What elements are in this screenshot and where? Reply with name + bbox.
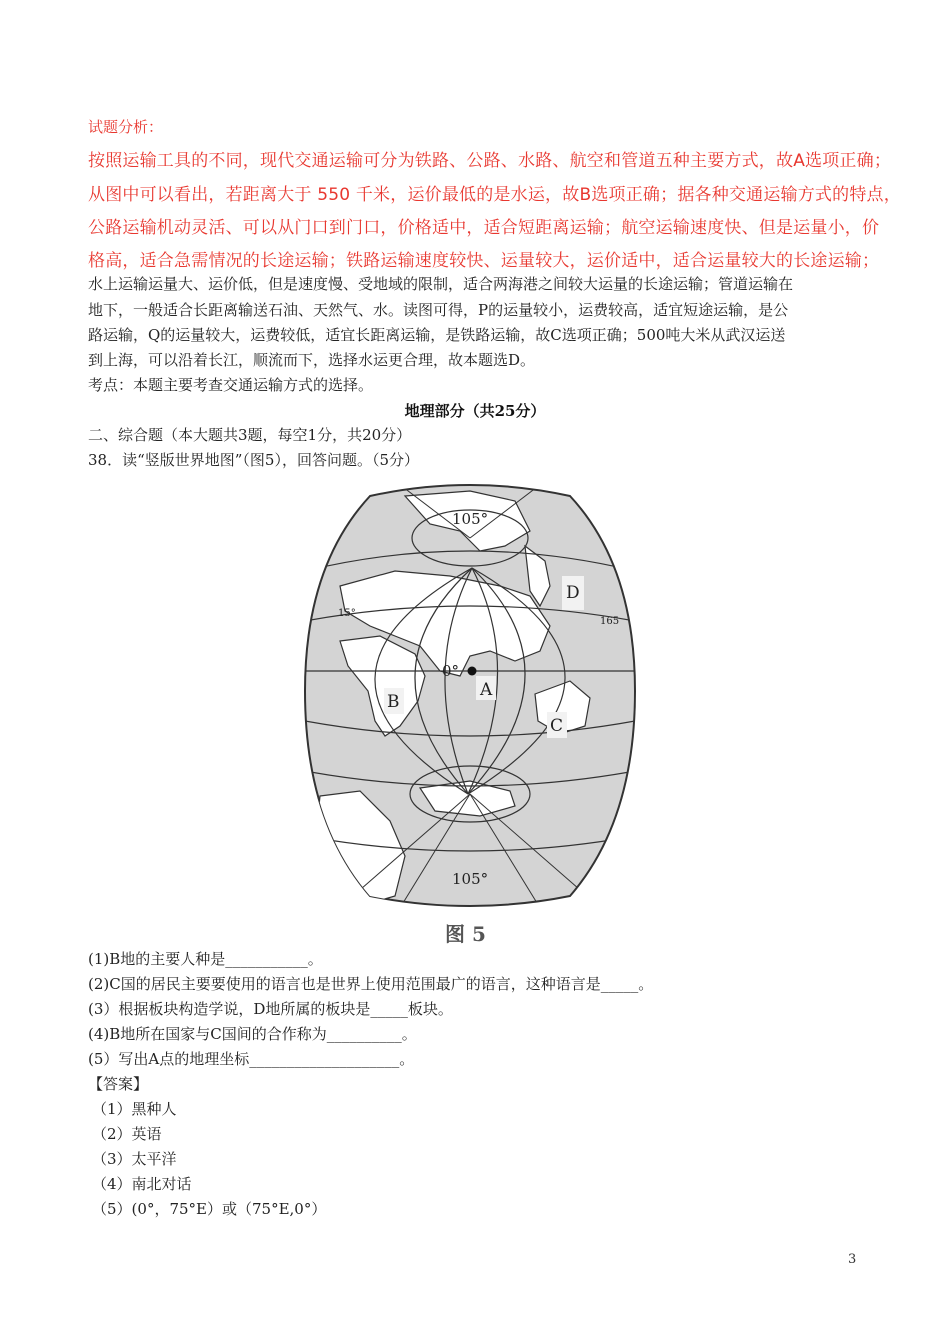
- analysis-black-line-4: 到上海，可以沿着长江，顺流而下，选择水运更合理，故本题选D。: [88, 351, 536, 369]
- map-label-a: A: [480, 680, 493, 700]
- analysis-title: 试题分析：: [88, 118, 164, 136]
- answer-1: （1）黑种人: [92, 1100, 177, 1118]
- answer-3: （3）太平洋: [92, 1150, 177, 1168]
- map-label-c: C: [550, 716, 564, 736]
- answer-heading: 【答案】: [88, 1075, 149, 1093]
- map-label-15-degree: 15°: [338, 608, 356, 619]
- analysis-red-line-3: 公路运输机动灵活、可以从门口到门口，价格适中，适合短距离运输；航空运输速度快、但是运量小，价: [88, 218, 880, 238]
- analysis-black-line-2: 地下，一般适合长距离输送石油、天然气、水。读图可得，P的运量较小，运费较高，适宜短途运输，是公: [88, 301, 789, 319]
- world-map-svg: [300, 476, 640, 916]
- question-38: 38．读“竖版世界地图”（图5），回答问题。（5分）: [88, 451, 420, 469]
- answer-5: （5）(0°，75°E）或（75°E,0°）: [92, 1200, 327, 1218]
- figure-caption: 图 5: [445, 922, 486, 946]
- answer-2: （2）英语: [92, 1125, 162, 1143]
- analysis-black-line-1: 水上运输运量大、运价低，但是速度慢、受地域的限制，适合两海港之间较大运量的长途运输；管道运输在: [88, 275, 794, 293]
- map-label-105-bottom: 105°: [452, 870, 489, 888]
- answer-4: （4）南北对话: [92, 1175, 192, 1193]
- map-label-165: 165: [600, 616, 620, 627]
- analysis-black-line-3: 路运输，Q的运量较大，运费较低，适宜长距离运输，是铁路运输，故C选项正确；500吨大米从武汉运送: [88, 326, 786, 344]
- analysis-red-line-4: 格高，适合急需情况的长途运输；铁路运输速度较快、运量较大，运价适中，适合运量较大的长途运输；: [88, 251, 880, 271]
- analysis-red-line-2: 从图中可以看出，若距离大于 550 千米，运价最低的是水运，故B选项正确；据各种交通运输方式的特点，: [88, 185, 901, 205]
- map-label-d: D: [566, 583, 580, 603]
- world-map-figure: [300, 476, 640, 916]
- map-label-105-top: 105°: [452, 510, 489, 528]
- sub-question-4: (4)B地所在国家与C国间的合作称为__________。: [88, 1025, 417, 1043]
- page-number: 3: [848, 1252, 857, 1267]
- kaodian-line: 考点：本题主要考查交通运输方式的选择。: [88, 376, 374, 394]
- analysis-red-line-1: 按照运输工具的不同，现代交通运输可分为铁路、公路、水路、航空和管道五种主要方式，故A选项正确；: [88, 151, 892, 171]
- sub-question-5: (5）写出A点的地理坐标____________________。: [88, 1050, 415, 1068]
- section-title: 地理部分（共25分）: [404, 402, 546, 420]
- sub-question-2: (2)C国的居民主要要使用的语言也是世界上使用范围最广的语言，这种语言是_____。: [88, 975, 654, 993]
- point-a-marker: [468, 667, 477, 676]
- map-label-0-degree: 0°: [442, 662, 460, 680]
- map-label-b: B: [387, 692, 400, 712]
- sub-question-3: (3）根据板块构造学说，D地所属的板块是_____板块。: [88, 1000, 453, 1018]
- section-heading: 二、综合题（本大题共3题，每空1分，共20分）: [88, 426, 412, 444]
- sub-question-1: (1)B地的主要人种是___________。: [88, 950, 323, 968]
